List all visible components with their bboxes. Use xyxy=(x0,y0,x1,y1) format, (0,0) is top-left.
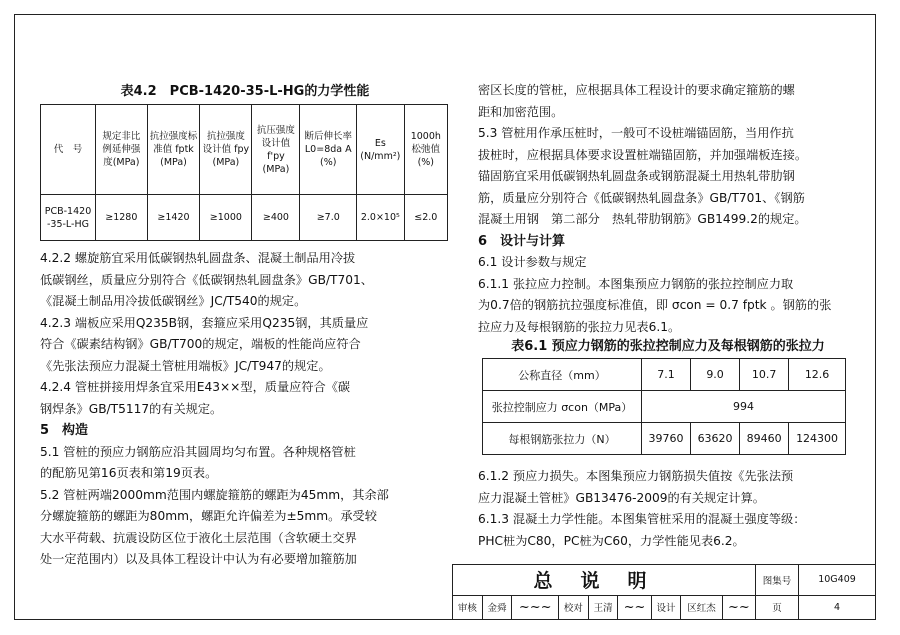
t42-c0: PCB-1420 -35-L-HG xyxy=(41,195,96,241)
text-line: 4.2.4 管桩拼接用焊条宜采用E43××型，质量应符合《碳 xyxy=(40,380,351,394)
design-name: 区红杰 xyxy=(681,595,722,619)
t42-c7: ≤2.0 xyxy=(404,195,447,241)
text-line: 符合《碳素结构钢》GB/T700的规定，端板的性能尚应符合 xyxy=(40,337,361,351)
table42-caption: 表4.2 PCB-1420-35-L-HG的力学性能 xyxy=(120,84,370,99)
t42-c5: ≥7.0 xyxy=(300,195,357,241)
table61 xyxy=(482,358,846,455)
t42-h5: 断后伸长率 L0=8da A (%) xyxy=(300,105,357,195)
t42-h2: 抗拉强度标准值 fptk (MPa) xyxy=(147,105,200,195)
t61-diameter: 10.7 xyxy=(740,359,789,391)
t61-force: 39760 xyxy=(642,423,691,455)
t61-row3-label: 每根钢筋张拉力（N） xyxy=(483,423,642,455)
t42-c4: ≥400 xyxy=(252,195,300,241)
text-line: 6.1 设计参数与规定 xyxy=(478,255,587,269)
atlas-label: 图集号 xyxy=(756,565,799,596)
text-line: 锚固筋宜采用低碳钢热轧圆盘条或钢筋混凝土用热轧带肋钢 xyxy=(478,169,795,183)
text-line: 4.2.2 螺旋筋宜采用低碳钢热轧圆盘条、混凝土制品用冷拔 xyxy=(40,251,356,265)
text-line: 分螺旋箍筋的螺距为80mm，螺距允许偏差为±5mm。承受较 xyxy=(40,509,377,523)
t61-force: 63620 xyxy=(691,423,740,455)
table61-caption: 表6.1 预应力钢筋的张拉控制应力及每根钢筋的张拉力 xyxy=(511,339,825,354)
t42-h4: 抗压强度设计值 f'py (MPa) xyxy=(252,105,300,195)
right-column-text-bottom xyxy=(478,466,858,552)
text-line: 混凝土用钢 第二部分 热轧带肋钢筋》GB1499.2的规定。 xyxy=(478,212,807,226)
t42-h6: Es (N/mm²) xyxy=(357,105,405,195)
section-heading: 6 设计与计算 xyxy=(478,233,566,249)
table42 xyxy=(40,104,448,241)
text-line: 6.1.2 预应力损失。本图集预应力钢筋损失值按《先张法预 xyxy=(478,469,794,483)
t42-h3: 抗拉强度设计值 fpy (MPa) xyxy=(200,105,252,195)
t61-force: 124300 xyxy=(789,423,846,455)
text-line: 钢焊条》GB/T5117的有关规定。 xyxy=(40,401,223,416)
text-line: 《先张法预应力混凝土管桩用端板》JC/T947的规定。 xyxy=(40,358,331,373)
t61-row1-label: 公称直径（mm） xyxy=(483,359,642,391)
text-line: 5.2 管桩两端2000mm范围内螺旋箍筋的螺距为45mm，其余部 xyxy=(40,487,389,502)
t42-c1: ≥1280 xyxy=(96,195,148,241)
text-line: 4.2.3 端板应采用Q235B钢，套箍应采用Q235钢，其质量应 xyxy=(40,315,369,330)
page-number: 4 xyxy=(799,595,876,619)
text-line: 低碳钢丝，质量应分别符合《低碳钢热轧圆盘条》GB/T701、 xyxy=(40,272,373,287)
t61-row2-label: 张拉控制应力 σcon（MPa） xyxy=(483,391,642,423)
text-line: 的配筋见第16页表和第19页表。 xyxy=(40,466,218,480)
section-heading: 5 构造 xyxy=(40,423,89,438)
text-line: 6.1.1 张拉应力控制。本图集预应力钢筋的张拉控制应力取 xyxy=(478,276,794,291)
design-signature: ~~ xyxy=(722,595,755,619)
text-line: 处一定范围内）以及具体工程设计中认为有必要增加箍筋加 xyxy=(40,552,357,566)
drawing-title: 总说明 xyxy=(453,565,756,596)
design-label: 设计 xyxy=(651,595,681,619)
t42-h0: 代 号 xyxy=(41,105,96,195)
atlas-number: 10G409 xyxy=(799,565,876,596)
left-column-text xyxy=(40,248,450,571)
text-line: 6.1.3 混凝土力学性能。本图集管桩采用的混凝土强度等级： xyxy=(478,512,806,526)
check-signature: ~~ xyxy=(618,595,651,619)
right-column-text-top xyxy=(478,80,858,338)
text-line: 距和加密范围。 xyxy=(478,104,564,119)
text-line: 拔桩时，应根据具体要求设置桩端锚固筋，并加强端板连接。 xyxy=(478,147,808,162)
text-line: 《混凝土制品用冷拔低碳钢丝》JC/T540的规定。 xyxy=(40,294,307,308)
t42-h7: 1000h松弛值(%) xyxy=(404,105,447,195)
text-line: 密区长度的管桩，应根据具体工程设计的要求确定箍筋的螺 xyxy=(478,83,795,97)
t61-diameter: 12.6 xyxy=(789,359,846,391)
t42-h1: 规定非比例延伸强度(MPa) xyxy=(96,105,148,195)
t42-c3: ≥1000 xyxy=(200,195,252,241)
text-line: 5.1 管桩的预应力钢筋应沿其圆周均匀布置。各种规格管桩 xyxy=(40,444,356,459)
t61-force: 89460 xyxy=(740,423,789,455)
page-label: 页 xyxy=(756,595,799,619)
t42-c6: 2.0×10⁵ xyxy=(357,195,405,241)
t61-diameter: 9.0 xyxy=(691,359,740,391)
check-label: 校对 xyxy=(559,595,589,619)
t42-c2: ≥1420 xyxy=(147,195,200,241)
text-line: 为0.7倍的钢筋抗拉强度标准值，即 σcon = 0.7 fptk 。钢筋的张 xyxy=(478,298,832,312)
text-line: 拉应力及每根钢筋的张拉力见表6.1。 xyxy=(478,319,681,334)
text-line: PHC桩为C80，PC桩为C60，力学性能见表6.2。 xyxy=(478,533,745,548)
text-line: 大水平荷载、抗震设防区位于液化土层范围（含软硬土交界 xyxy=(40,530,357,545)
review-signature: ~~~ xyxy=(512,595,559,619)
title-block xyxy=(452,564,876,620)
text-line: 筋，质量应分别符合《低碳钢热轧圆盘条》GB/T701、《钢筋 xyxy=(478,190,805,205)
check-name: 王清 xyxy=(588,595,618,619)
review-name: 金舜 xyxy=(482,595,512,619)
text-line: 5.3 管桩用作承压桩时，一般可不设桩端锚固筋，当用作抗 xyxy=(478,126,794,140)
t61-stress: 994 xyxy=(642,391,846,423)
text-line: 应力混凝土管桩》GB13476-2009的有关规定计算。 xyxy=(478,490,765,505)
t61-diameter: 7.1 xyxy=(642,359,691,391)
review-label: 审核 xyxy=(453,595,483,619)
